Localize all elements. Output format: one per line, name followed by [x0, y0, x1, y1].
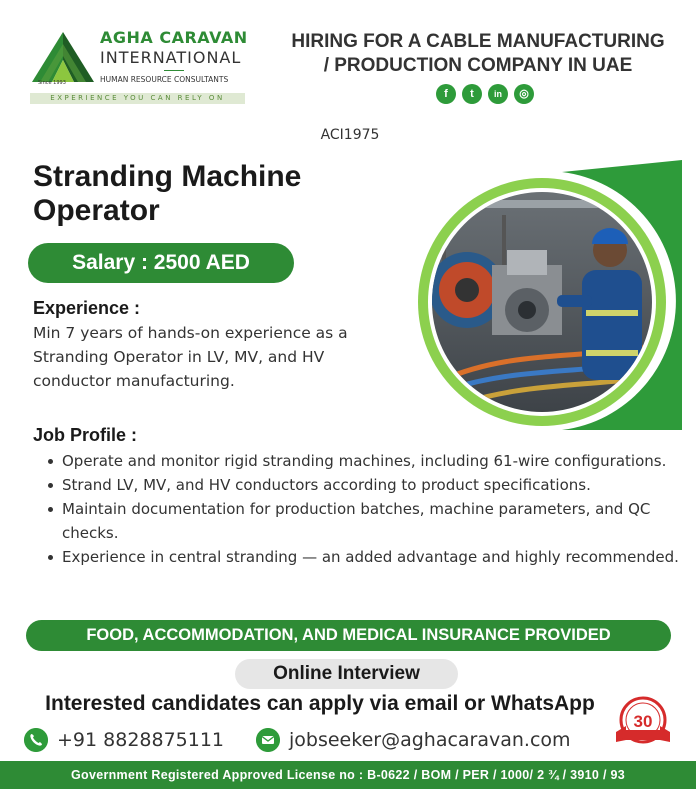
brand-divider: [164, 70, 184, 71]
hiring-headline: [276, 30, 680, 78]
list-item: Strand LV, MV, and HV conductors according to product specifications.: [45, 473, 685, 497]
brand-subtitle: HUMAN RESOURCE CONSULTANTS: [100, 75, 229, 84]
job-title-line-2: Operator: [33, 194, 160, 227]
linkedin-icon[interactable]: in: [488, 84, 508, 104]
hiring-line-1: HIRING FOR A CABLE MANUFACTURING: [291, 31, 665, 52]
brand-name-line1: AGHA CARAVAN: [100, 28, 248, 47]
badge-number: 30: [633, 712, 653, 731]
since-year: Since 1993: [38, 80, 66, 86]
apply-instructions: Interested candidates can apply via email or WhatsApp: [45, 692, 595, 715]
experience-text: Min 7 years of hands-on experience as a Stranding Operator in LV, MV, and HV conductor manufacturing.: [33, 324, 348, 390]
facebook-icon[interactable]: f: [436, 84, 456, 104]
list-item: Operate and monitor rigid stranding machines, including 61-wire configurations.: [45, 449, 685, 473]
list-item: Maintain documentation for production batches, machine parameters, and QC checks.: [45, 497, 685, 545]
salary-badge: Salary : 2500 AED: [28, 243, 294, 283]
brand-tagline: EXPERIENCE YOU CAN RELY ON: [50, 94, 225, 102]
job-reference: ACI1975: [320, 127, 380, 143]
benefits-banner: FOOD, ACCOMMODATION, AND MEDICAL INSURANCE PROVIDED: [26, 620, 671, 651]
instagram-icon[interactable]: ◎: [514, 84, 534, 104]
job-title: [33, 160, 363, 228]
phone-number[interactable]: +91 8828875111: [57, 729, 225, 751]
phone-icon[interactable]: [24, 728, 48, 752]
list-item: Experience in central stranding — an added advantage and highly recommended.: [45, 545, 685, 569]
company-logo-mark: [30, 30, 96, 86]
email-address[interactable]: jobseeker@aghacaravan.com: [289, 729, 571, 751]
brand-name-line2: INTERNATIONAL: [100, 48, 242, 67]
experience-heading: Experience :: [33, 298, 141, 318]
online-interview-badge: Online Interview: [235, 659, 458, 689]
job-title-line-1: Stranding Machine: [33, 160, 302, 193]
anniversary-badge-icon: [612, 696, 674, 750]
twitter-icon[interactable]: t: [462, 84, 482, 104]
job-profile-list: [45, 449, 685, 569]
factory-worker-photo: [412, 160, 682, 430]
hiring-line-2: / PRODUCTION COMPANY IN UAE: [323, 55, 633, 76]
email-icon[interactable]: [256, 728, 280, 752]
license-footer: Government Registered Approved License no : B-0622 / BOM / PER / 1000/ 2 ¾ / 3910 / 93: [0, 761, 696, 789]
job-profile-heading: Job Profile :: [33, 425, 138, 445]
